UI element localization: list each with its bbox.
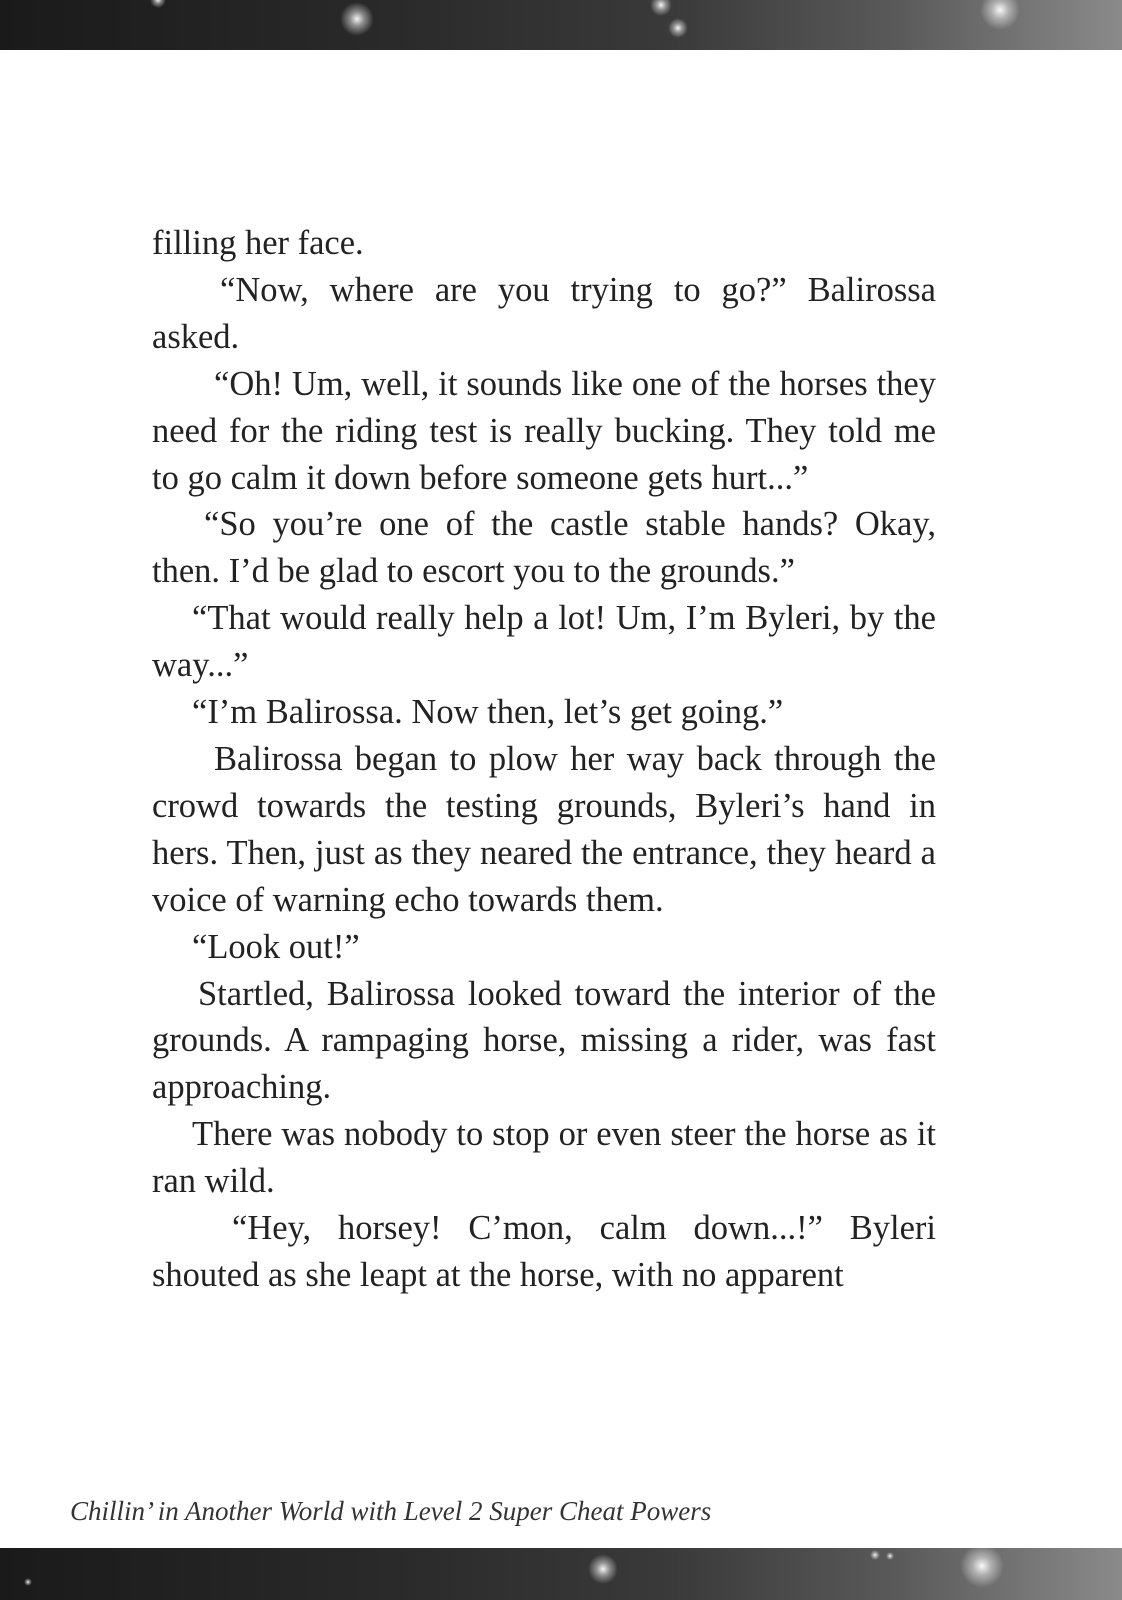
sparkle [24,1578,32,1586]
paragraph: filling her face. [152,224,364,262]
paragraph: “Hey, horsey! C’mon, calm down...!” Byleri shouted as she leapt at the horse, with no apparent [152,1209,936,1294]
sparkle [870,1550,880,1560]
sparkle [588,1554,618,1584]
sparkle [980,0,1020,30]
running-footer-title: Chillin’ in Another World with Level 2 Super Cheat Powers [70,1496,712,1526]
paragraph: “I’m Balirossa. Now then, let’s get going.” [192,693,784,732]
sparkle [340,2,374,36]
paragraph: “Oh! Um, well, it sounds like one of the horses they need for the riding test is really bucking. They told me to go calm it down before someone gets hurt...” [152,364,936,497]
sparkle [650,0,672,16]
body-text [152,220,936,1299]
paragraph: “Look out!” [192,927,360,966]
top-decorative-band [0,0,1122,50]
paragraph: Startled, Balirossa looked toward the interior of the grounds. A rampaging horse, missing a rider, was fast approaching. [152,974,936,1107]
paragraph: There was nobody to stop or even steer the horse as it ran wild. [152,1115,936,1201]
sparkle [960,1548,1004,1588]
sparkle [886,1552,894,1560]
paragraph: “Now, where are you trying to go?” Balirossa asked. [152,270,936,356]
bottom-decorative-band [0,1548,1122,1600]
paragraph: “That would really help a lot! Um, I’m Byleri, by the way...” [152,599,936,685]
paragraph: Balirossa began to plow her way back through the crowd towards the testing grounds, Byleri’s hand in hers. Then, just as they neared the entrance, they heard a voice of warning echo towards them. [152,739,936,919]
paragraph: “So you’re one of the castle stable hands? Okay, then. I’d be glad to escort you to the grounds.” [152,505,936,591]
sparkle [150,0,166,8]
sparkle [668,18,688,38]
